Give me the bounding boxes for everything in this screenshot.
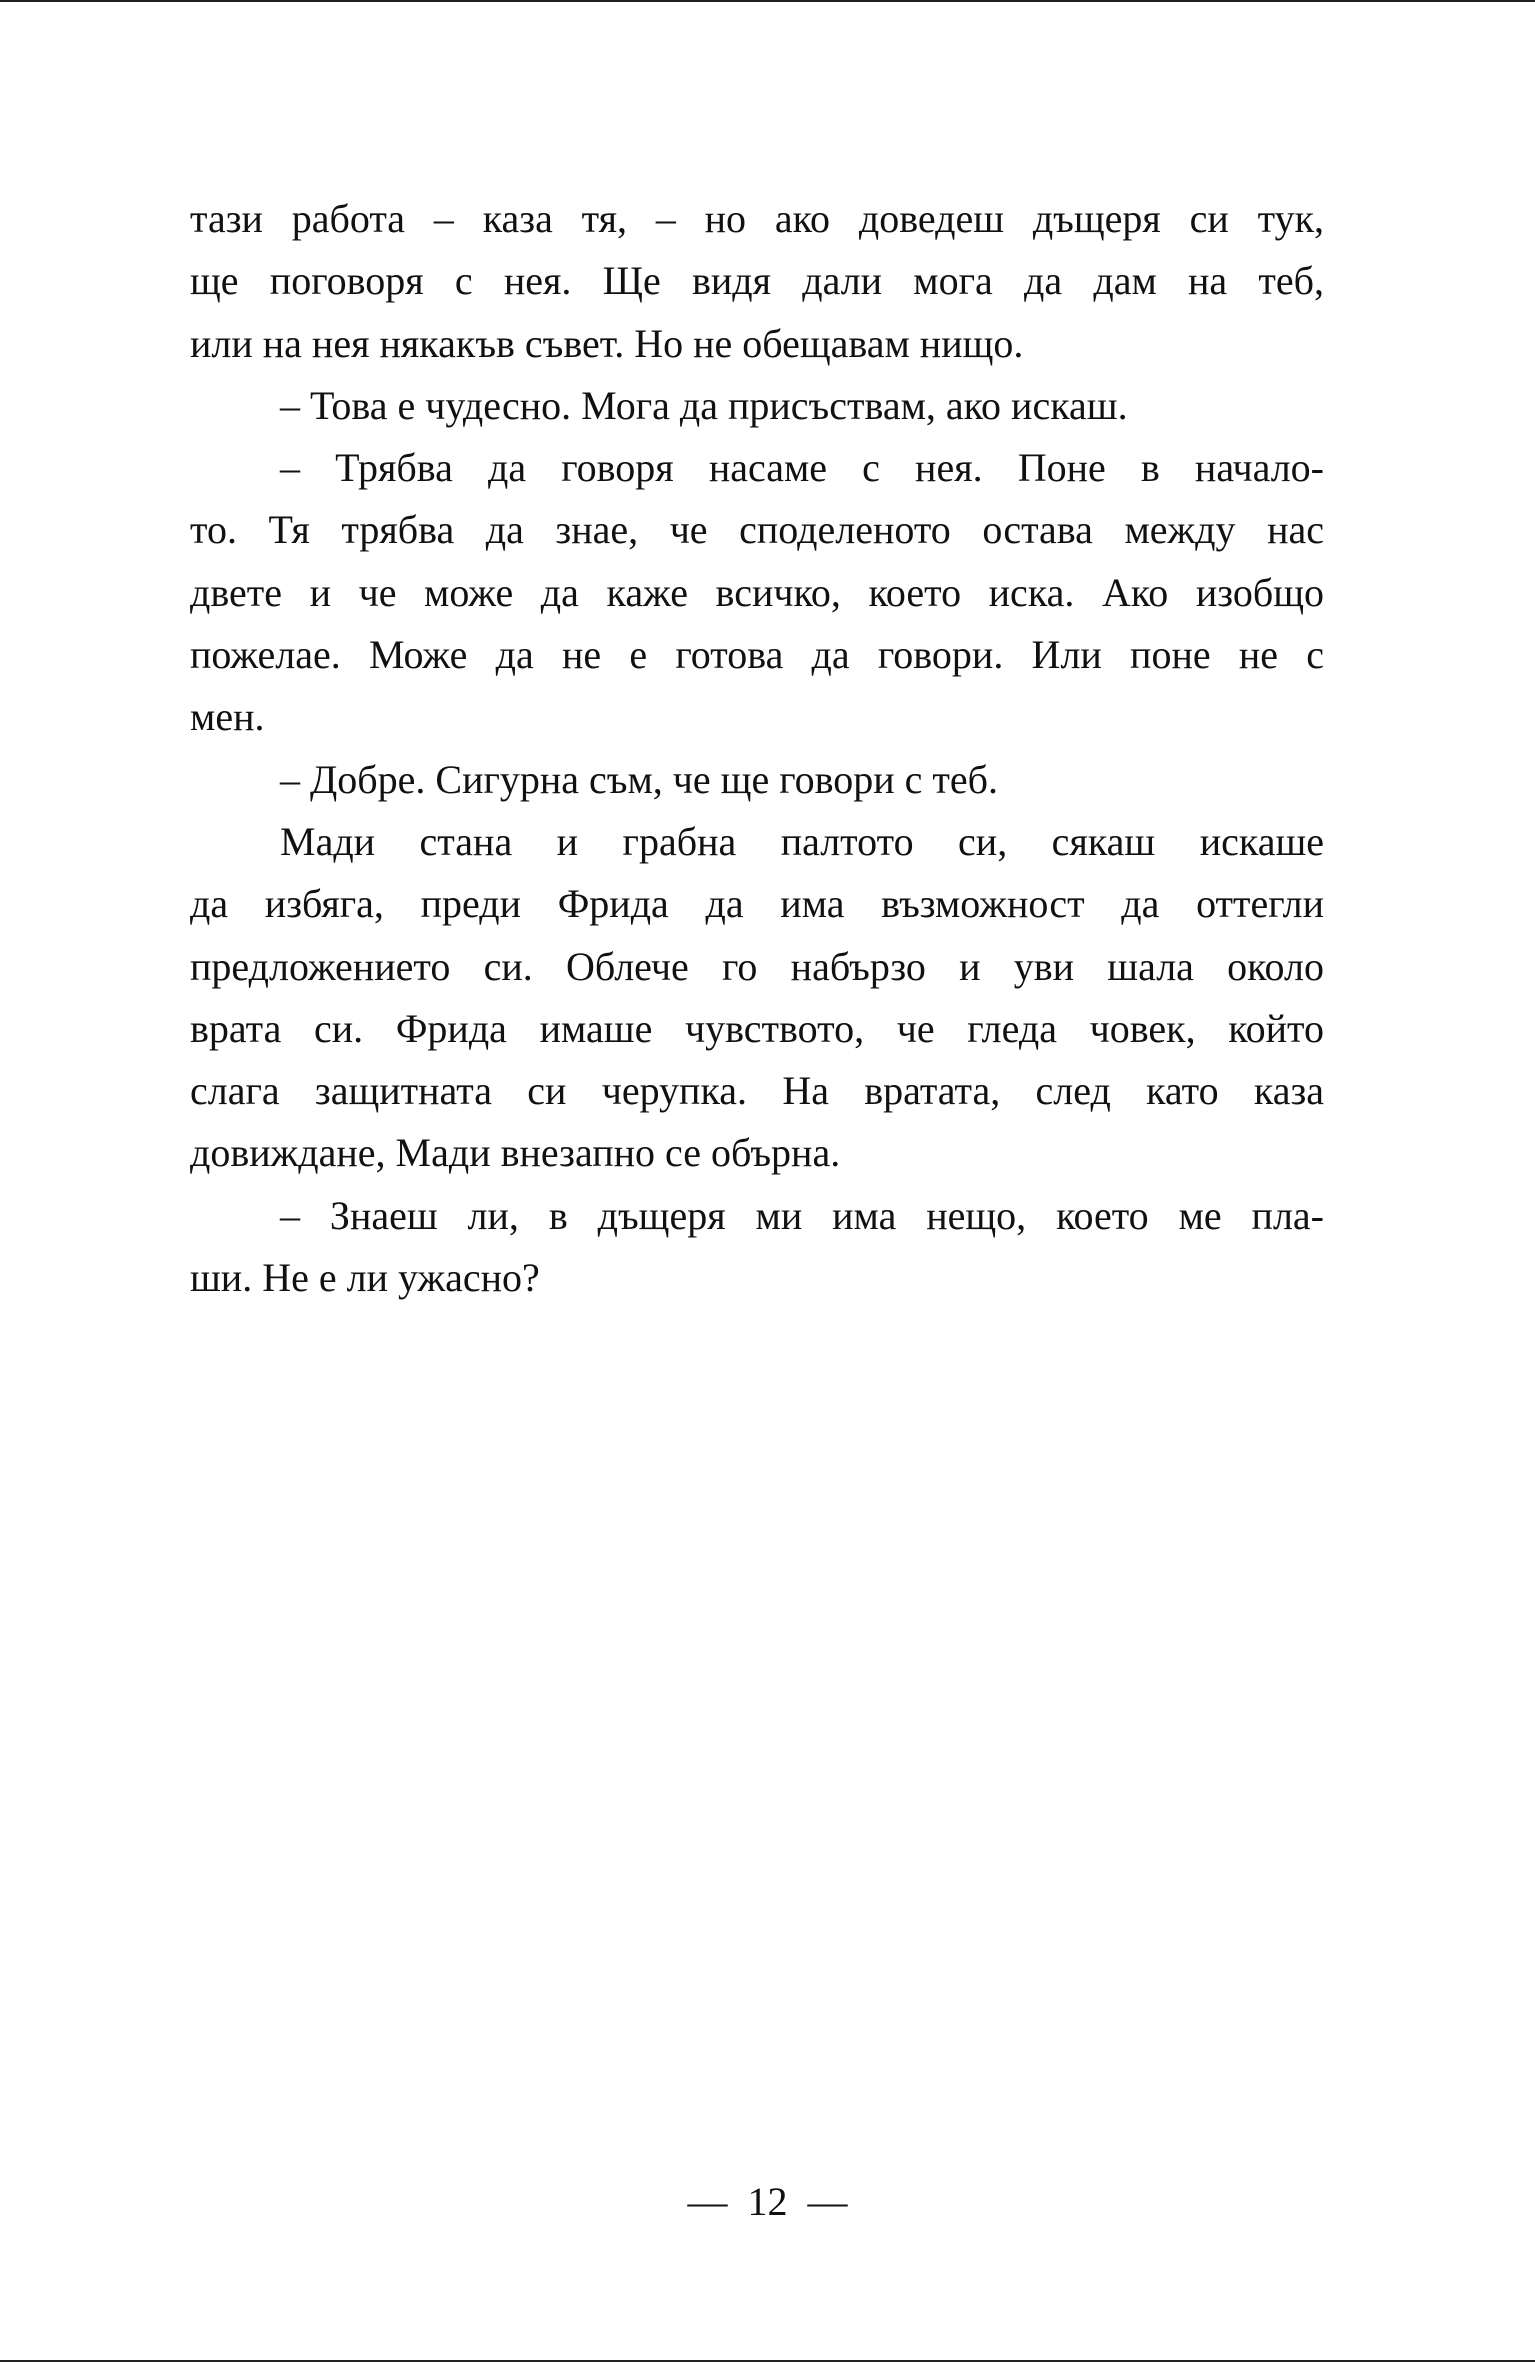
- text-line: предложението си. Облече го набързо и уви шала около: [190, 943, 1324, 989]
- body-text: [190, 188, 1324, 1309]
- text-line: ще поговоря с нея. Ще видя дали мога да дам на теб,: [190, 258, 1324, 304]
- text-line: слага защитната си черупка. На вратата, след като каза: [190, 1068, 1324, 1114]
- text-line: – Добре. Сигурна съм, че ще говори с теб.: [280, 756, 998, 802]
- text-line: врата си. Фрида имаше чувството, че гледа човек, който: [190, 1005, 1324, 1051]
- text-line: ши. Не е ли ужасно?: [190, 1255, 540, 1301]
- page-number: — 12 —: [687, 2179, 848, 2224]
- text-line: – Това е чудесно. Мога да присъствам, ако искаш.: [280, 382, 1128, 428]
- text-line: пожелае. Може да не е готова да говори. Или поне не с: [190, 632, 1324, 678]
- text-line: – Знаеш ли, в дъщеря ми има нещо, което ме пла-: [280, 1192, 1324, 1238]
- text-line: – Трябва да говоря насаме с нея. Поне в начало-: [280, 445, 1324, 491]
- text-line: двете и че може да каже всичко, което иска. Ако изобщо: [190, 569, 1324, 615]
- text-line: Мади стана и грабна палтото си, сякаш искаше: [280, 818, 1324, 864]
- text-line: тази работа – каза тя, – но ако доведеш дъщеря си тук,: [190, 196, 1324, 241]
- text-line: мен.: [190, 694, 265, 740]
- text-line: то. Тя трябва да знае, че споделеното остава между нас: [190, 507, 1324, 553]
- text-line: да избяга, преди Фрида да има възможност да оттегли: [190, 881, 1324, 927]
- text-line: или на нея някакъв съвет. Но не обещавам нищо.: [190, 320, 1024, 366]
- text-line: довиждане, Мади внезапно се обърна.: [190, 1130, 841, 1176]
